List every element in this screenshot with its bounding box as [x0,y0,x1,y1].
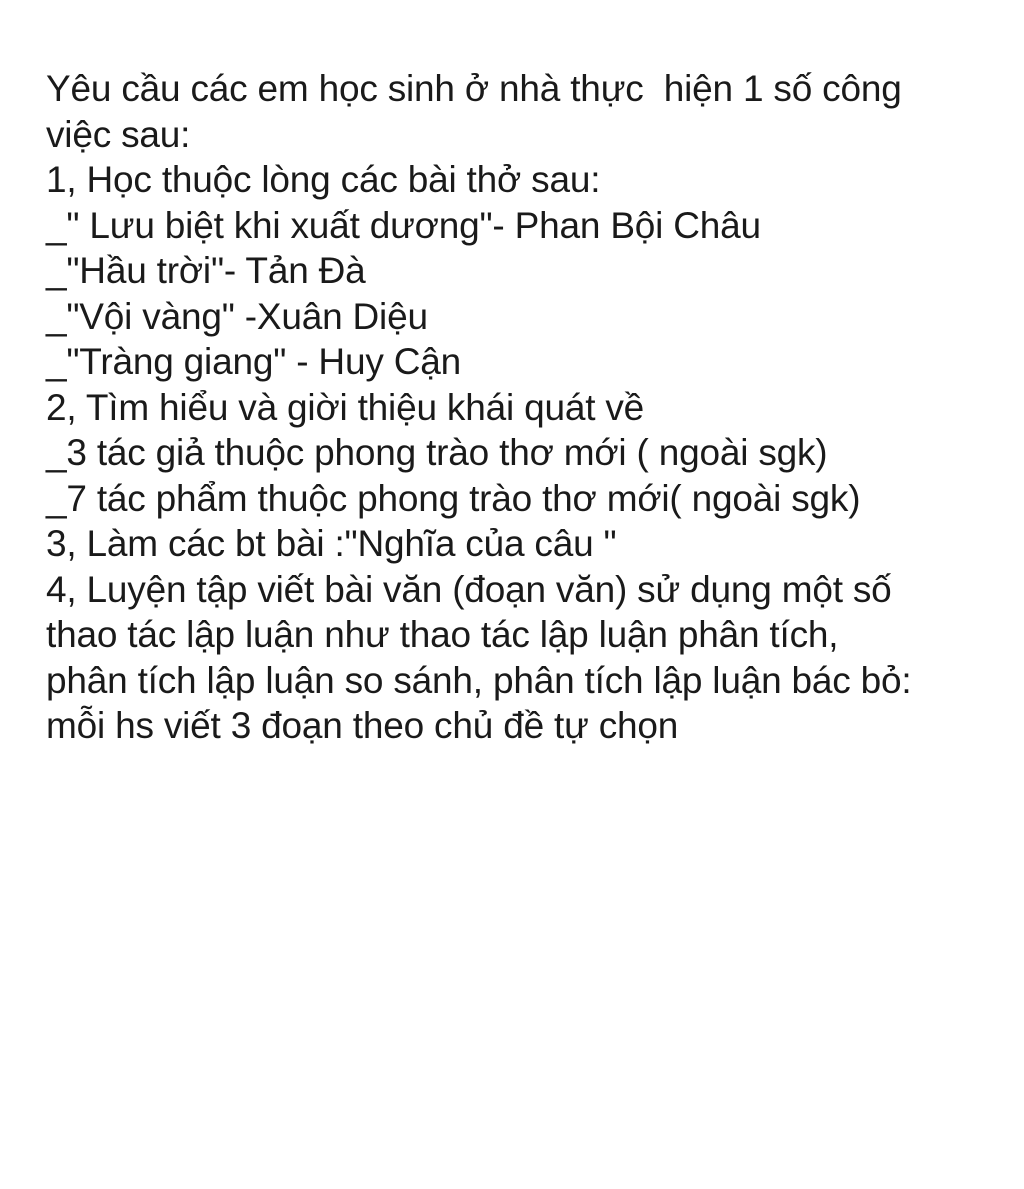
note-line: việc sau: [46,113,191,155]
note-line: _" Lưu biệt khi xuất dương"- Phan Bội Châu [46,204,761,246]
note-line: 4, Luyện tập viết bài văn (đoạn văn) sử dụng một số [46,568,892,610]
note-line: _7 tác phẩm thuộc phong trào thơ mới( ngoài sgk) [46,477,861,519]
note-line: _3 tác giả thuộc phong trào thơ mới ( ngoài sgk) [46,432,828,473]
note-line: phân tích lập luận so sánh, phân tích lập luận bác bỏ: [46,659,912,701]
note-line: _"Hầu trời"- Tản Đà [46,250,366,291]
note-line: Yêu cầu các em học sinh ở nhà thực hiện 1 số công [46,68,902,109]
note-line: mỗi hs viết 3 đoạn theo chủ đề tự chọn [46,705,679,746]
note-line: 1, Học thuộc lòng các bài thở sau: [46,159,601,200]
homework-note [46,66,1006,749]
note-line: thao tác lập luận như thao tác lập luận phân tích, [46,614,839,655]
note-line: _"Tràng giang" - Huy Cận [46,341,461,382]
note-line: _"Vội vàng" -Xuân Diệu [46,295,428,337]
note-line: 3, Làm các bt bài :"Nghĩa của câu " [46,523,617,564]
note-line: 2, Tìm hiểu và giời thiệu khái quát về [46,386,645,428]
